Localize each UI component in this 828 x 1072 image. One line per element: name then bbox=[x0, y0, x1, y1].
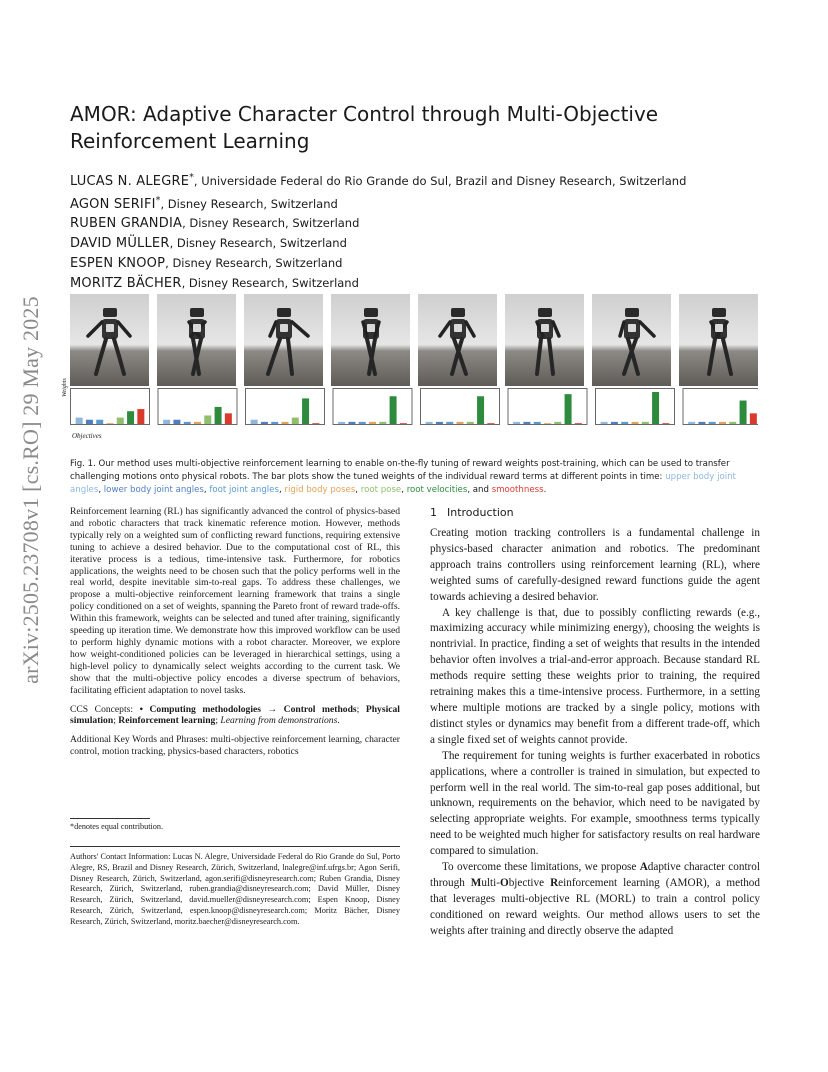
weight-bar-panel bbox=[508, 389, 587, 425]
caption-term: smoothness bbox=[491, 485, 544, 495]
abstract-text: Reinforcement learning (RL) has significantly advanced the control of physics-based and robotic characters that track kinematic reference motion. However, methods typically rely on a weighted sum of conflicting reward functions, requiring extensive tuning to achieve a desired behavior. Due to the computational cost of RL, this iterative process is a tedious, time-intensive task. Furthermore, for robotics applications, the weights need to be chosen such that the policy performs well in the real world, despite inevitable sim-to-real gaps. To address these challenges, we propose a multi-objective reinforcement learning framework that trains a single policy conditioned on a set of weights, spanning the Pareto front of reward trade-offs. Within this framework, weights can be selected and tuned after training, significantly speeding up iteration time. We demonstrate how this improved workflow can be used to perform highly dynamic motions with a robot character. Moreover, we explore how weight-conditioned policies can be leveraged in hierarchical settings, using a high-level policy to dynamically select weights according to the current task. We show that the multi-objective policy encodes a diverse spectrum of behaviors, facilitating efficient adaptation to novel tasks. bbox=[70, 506, 400, 696]
y-axis-label: Weights bbox=[62, 378, 68, 397]
author-affiliation: , Universidade Federal do Rio Grande do Sul, Brazil and Disney Research, Switzerland bbox=[193, 173, 687, 188]
weight-bar bbox=[271, 422, 278, 424]
author-line bbox=[70, 234, 770, 254]
author-line bbox=[70, 254, 770, 274]
robot-silhouette bbox=[592, 294, 671, 386]
paragraph bbox=[430, 860, 760, 940]
weight-bar bbox=[698, 422, 705, 424]
robot-silhouette bbox=[679, 294, 758, 386]
text-run: bjective bbox=[508, 876, 551, 889]
abstract bbox=[70, 506, 400, 765]
author-line bbox=[70, 214, 770, 234]
author-affiliation: , Disney Research, Switzerland bbox=[181, 275, 359, 290]
caption-term: lower body joint angles bbox=[103, 485, 204, 495]
caption-term: foot joint angles bbox=[209, 485, 279, 495]
section-title: Introduction bbox=[447, 506, 514, 519]
weight-bar bbox=[467, 422, 474, 424]
robot-silhouette bbox=[157, 294, 236, 386]
panel-frame bbox=[421, 389, 500, 425]
ccs-concepts bbox=[70, 704, 400, 728]
weight-bar bbox=[642, 422, 649, 424]
figure-caption bbox=[70, 458, 760, 497]
introduction-body bbox=[430, 526, 760, 940]
weight-bar bbox=[632, 422, 639, 424]
author-line bbox=[70, 169, 770, 192]
weight-bar bbox=[554, 422, 561, 424]
caption-term: upper body joint angles bbox=[70, 472, 736, 495]
weight-bar bbox=[96, 420, 103, 424]
caption-term: root velocities bbox=[406, 485, 468, 495]
weight-bar bbox=[575, 423, 582, 424]
section-number: 1 bbox=[430, 506, 437, 519]
robot-photo bbox=[157, 294, 236, 386]
weight-bar bbox=[117, 418, 124, 424]
footnote: *denotes equal contribution. bbox=[70, 822, 163, 831]
equal-contribution-mark: * bbox=[189, 172, 194, 183]
weight-bar bbox=[601, 422, 608, 424]
text-run: To overcome these limitations, we propose bbox=[442, 861, 640, 874]
weight-bar bbox=[709, 422, 716, 424]
robot-silhouette bbox=[331, 294, 410, 386]
weight-bar bbox=[611, 422, 618, 424]
paragraph: A key challenge is that, due to possibly conflicting rewards (e.g., maximizing accuracy while minimizing energy), choosing the weights is nontrivial. In practice, finding a set of weights that results in the intended behavior often involves a trial-and-error approach. Because standard RL methods require setting these weights prior to training, the required retraining makes this a time-intensive process. Furthermore, in a setting where multiple motions are tracked by a single policy, motions with distinct styles or dynamics may benefit from a different trade-off, which a single fixed set of weights cannot provide. bbox=[430, 606, 760, 746]
text-run: einforcement learning (AMOR), a method that leverages multi-objective RL (MORL) to train a control policy conditioned on reward weights. Our method allows users to set the weights after training and directly observe the adapted bbox=[430, 876, 760, 937]
weight-bar bbox=[487, 423, 494, 424]
weight-bar bbox=[312, 423, 319, 424]
weight-bar bbox=[348, 422, 355, 424]
ccs-item: Physical simulation bbox=[70, 703, 400, 727]
author-name: DAVID MÜLLER bbox=[70, 236, 170, 252]
robot-silhouette bbox=[244, 294, 323, 386]
caption-separator: , bbox=[355, 485, 361, 495]
ccs-separator: ; bbox=[215, 715, 221, 727]
robot-photo bbox=[331, 294, 410, 386]
robot-photo bbox=[244, 294, 323, 386]
ccs-item: Learning from demonstrations bbox=[220, 715, 338, 727]
weight-bar bbox=[204, 415, 211, 424]
paragraph: The requirement for tuning weights is further exacerbated in robotics applications, where a controller is trained in simulation, but expected to perform well in the real world. The sim-to-real gap poses additional, but unknown, requirements on the behavior, which need to be navigated by selecting appropriate weights. For example, smoothness terms typically need to be weighted much higher for satisfactory results on real hardware compared to simulation. bbox=[430, 749, 760, 858]
weight-bar bbox=[729, 422, 736, 424]
acronym-letter: A bbox=[639, 861, 648, 874]
weight-bar bbox=[523, 422, 530, 424]
weight-bar bbox=[534, 422, 541, 424]
weight-bar-panel bbox=[246, 389, 325, 425]
weight-bar bbox=[194, 422, 201, 424]
weight-bar bbox=[652, 392, 659, 424]
author-line bbox=[70, 192, 770, 215]
robot-photo bbox=[70, 294, 149, 386]
weight-bar-panel bbox=[683, 389, 758, 425]
weight-bar bbox=[282, 422, 289, 424]
author-name: LUCAS N. ALEGRE bbox=[70, 173, 190, 189]
acronym-letter: R bbox=[550, 876, 559, 889]
ccs-separator: . bbox=[337, 715, 340, 727]
equal-contribution-mark: * bbox=[155, 194, 161, 206]
robot-photo bbox=[418, 294, 497, 386]
author-line bbox=[70, 274, 770, 294]
weight-bar-panel bbox=[158, 389, 237, 425]
panel-frame bbox=[683, 389, 758, 425]
robot-photo bbox=[679, 294, 758, 386]
weight-bar bbox=[251, 420, 258, 424]
weight-bar bbox=[369, 422, 376, 424]
caption-separator: . bbox=[543, 485, 547, 495]
author-name: RUBEN GRANDIA bbox=[70, 216, 183, 232]
weight-bar bbox=[137, 409, 144, 424]
section-heading bbox=[430, 506, 514, 519]
weight-bar bbox=[750, 413, 757, 424]
caption-term: rigid body poses bbox=[284, 485, 356, 495]
weight-bar bbox=[173, 420, 180, 424]
weight-bar bbox=[261, 422, 268, 424]
weight-bar bbox=[688, 422, 695, 424]
weight-bar bbox=[446, 422, 453, 424]
caption-term: root pose bbox=[360, 485, 402, 495]
keywords: Additional Key Words and Phrases: multi-objective reinforcement learning, character control, motion tracking, physics-based characters, robotics bbox=[70, 734, 400, 758]
panel-frame bbox=[246, 389, 325, 425]
weight-bar-panel bbox=[71, 389, 150, 425]
weight-bar bbox=[513, 422, 520, 424]
weight-bar bbox=[390, 396, 397, 424]
weight-bar bbox=[740, 401, 747, 424]
teaser-figure bbox=[62, 294, 758, 440]
weight-bar bbox=[621, 422, 628, 424]
robot-photo bbox=[505, 294, 584, 386]
robot-photo-strip bbox=[70, 294, 758, 386]
author-name: ESPEN KNOOP bbox=[70, 255, 166, 271]
robot-photo bbox=[592, 294, 671, 386]
weight-bar-plots bbox=[70, 388, 758, 428]
author-name: AGON SERIFI bbox=[70, 196, 156, 212]
x-axis-label: Objectives bbox=[72, 432, 102, 440]
weight-bar bbox=[292, 418, 299, 424]
weight-bar bbox=[338, 422, 345, 424]
caption-separator: , bbox=[278, 485, 285, 495]
author-affiliation: , Disney Research, Switzerland bbox=[182, 216, 360, 231]
weight-bar bbox=[457, 422, 464, 424]
weight-bar-panel bbox=[596, 389, 675, 425]
caption-separator: , bbox=[401, 485, 407, 495]
weight-bar bbox=[719, 422, 726, 424]
ccs-separator: ; bbox=[113, 715, 119, 727]
author-name: MORITZ BÄCHER bbox=[70, 275, 182, 291]
author-affiliation: , Disney Research, Switzerland bbox=[165, 255, 343, 270]
weight-bar bbox=[225, 413, 232, 424]
acronym-letter: M bbox=[470, 876, 482, 889]
weight-bar bbox=[662, 423, 669, 424]
author-affiliation: , Disney Research, Switzerland bbox=[169, 236, 347, 251]
robot-silhouette bbox=[70, 294, 149, 386]
weight-bar bbox=[184, 422, 191, 424]
weight-bar bbox=[215, 407, 222, 424]
weight-bar bbox=[76, 418, 83, 424]
author-affiliation: , Disney Research, Switzerland bbox=[160, 196, 338, 211]
panel-frame bbox=[508, 389, 587, 425]
weight-bar bbox=[426, 422, 433, 424]
paper-title: AMOR: Adaptive Character Control through Multi-Objective Reinforcement Learning bbox=[70, 102, 659, 153]
panel-frame bbox=[596, 389, 675, 425]
arxiv-sidebar-stamp bbox=[6, 296, 56, 684]
paragraph: Creating motion tracking controllers is a fundamental challenge in physics-based character animation and robotics. The predominant approach trains controllers using reinforcement learning (RL), where weighted sums of carefully-designed reward functions guide the agent towards achieving a desired behavior. bbox=[430, 527, 760, 603]
ccs-item: • Computing methodologies → Control methods bbox=[139, 703, 357, 715]
weight-bar bbox=[436, 422, 443, 424]
weight-bar-panel bbox=[333, 389, 412, 425]
weight-bar-panel bbox=[421, 389, 500, 425]
weight-bar bbox=[359, 422, 366, 424]
footnote-divider bbox=[70, 818, 150, 819]
weight-bar bbox=[477, 396, 484, 424]
text-run: daptive character control through bbox=[430, 861, 760, 889]
robot-silhouette bbox=[505, 294, 584, 386]
author-contact-info: Authors' Contact Information: Lucas N. Alegre, Universidade Federal do Rio Grande do Sul, Porto Alegre, RS, Brazil and Disney Research, Zürich, Switzerland, lnalegre@inf.ufrgs.br; Agon Serifi, Disney Research, Zürich, Switzerland, agon.serifi@disneyresearch.com; Ruben Grandia, Disney Research, Zürich, Switzerland, ruben.grandia@disneyresearch.com; David Müller, Disney Research, Zürich, Switzerland, david.mueller@disneyresearch.com; Espen Knoop, Disney Research, Zürich, Switzerland, espen.knoop@disneyresearch.com; Moritz Bächer, Disney Research, Zürich, Switzerland, moritz.baecher@disneyresearch.com. bbox=[70, 852, 400, 926]
ccs-label: CCS Concepts: bbox=[70, 703, 140, 715]
contact-divider bbox=[70, 846, 400, 847]
caption-separator: , bbox=[203, 485, 210, 495]
acronym-letter: O bbox=[499, 876, 509, 889]
panel-frame bbox=[333, 389, 412, 425]
weight-bar bbox=[302, 398, 309, 424]
weight-bar bbox=[565, 394, 572, 424]
weight-bar bbox=[127, 411, 134, 424]
caption-separator: , bbox=[98, 485, 104, 495]
ccs-separator: ; bbox=[356, 703, 366, 715]
weight-bar bbox=[544, 423, 551, 424]
ccs-item: Reinforcement learning bbox=[118, 715, 216, 727]
weight-bar bbox=[107, 423, 114, 424]
weight-bar bbox=[86, 420, 93, 424]
weight-bar bbox=[400, 423, 407, 424]
weight-bar bbox=[379, 422, 386, 424]
caption-separator: , and bbox=[467, 485, 492, 495]
caption-text: Fig. 1. Our method uses multi-objective reinforcement learning to enable on-the-fly tuning of reward weights post-training, which can be used to transfer challenging motions onto physical robots. The bar plots show the tuned weights of the individual reward terms at different points in time: bbox=[70, 459, 730, 482]
arxiv-identifier: arXiv:2505.23708v1 [cs.RO] 29 May 2025 bbox=[18, 296, 43, 684]
weight-bar bbox=[163, 420, 170, 424]
text-run: ulti- bbox=[481, 876, 500, 889]
author-list bbox=[70, 169, 770, 293]
robot-silhouette bbox=[418, 294, 497, 386]
